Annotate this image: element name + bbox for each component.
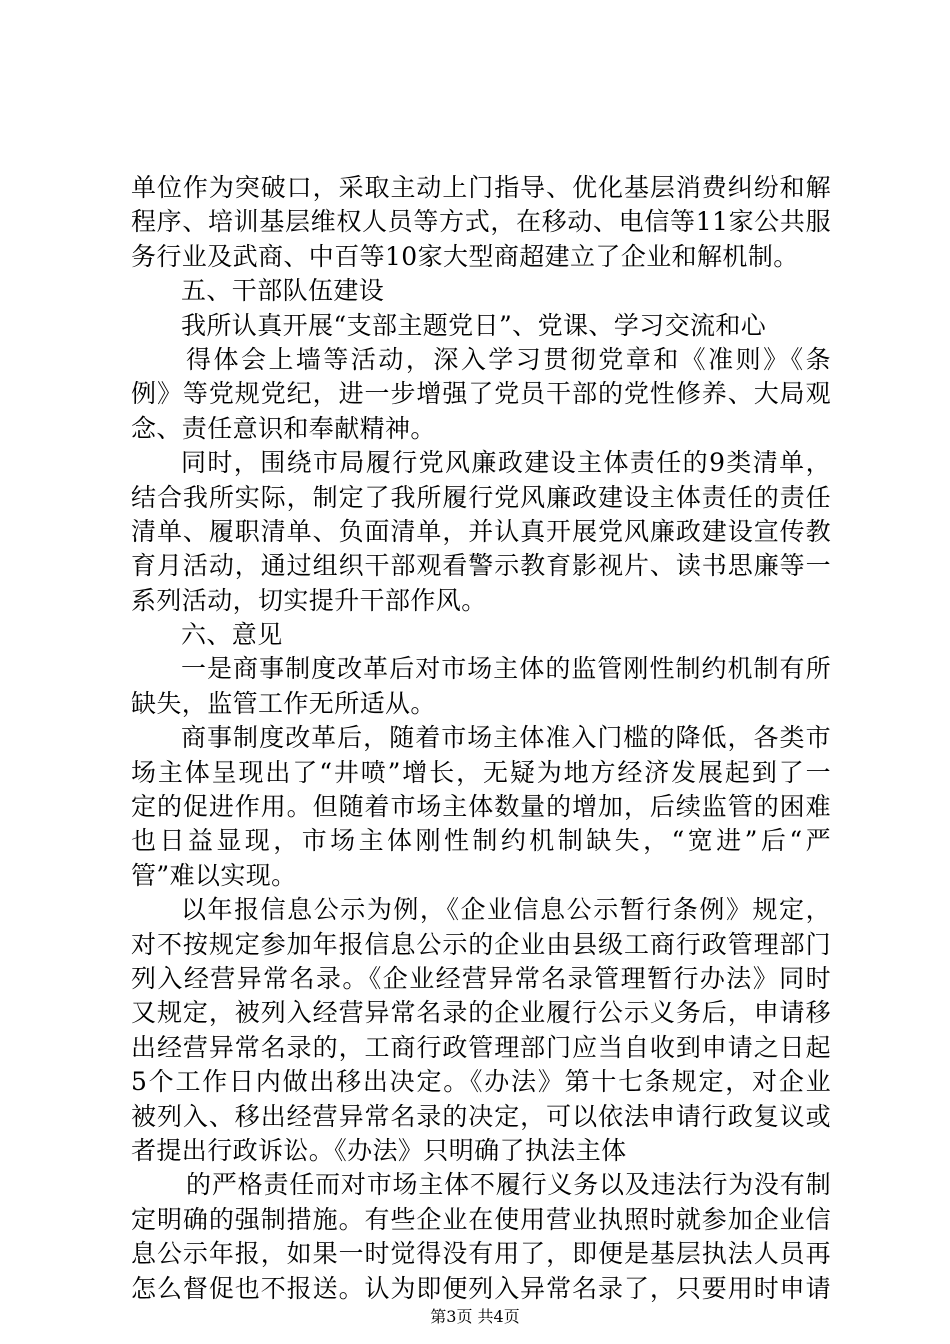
body-line: 一是商事制度改革后对市场主体的监管刚性制约机制有所 (181, 654, 831, 684)
body-line: 系列活动，切实提升干部作风。 (131, 585, 487, 615)
body-line: 列入经营异常名录。《企业经营异常名录管理暂行办法》同时 (131, 963, 831, 993)
body-line: 念、责任意识和奉献精神。 (131, 413, 436, 443)
body-line: 的严格责任而对市场主体不履行义务以及违法行为没有制 (186, 1170, 831, 1200)
body-line: 商事制度改革后，随着市场主体准入门槛的降低，各类市 (181, 723, 831, 753)
body-line: 育月活动，通过组织干部观看警示教育影视片、读书思廉等一 (131, 551, 831, 581)
body-line: 者提出行政诉讼。《办法》只明确了执法主体 (131, 1135, 627, 1165)
body-line: 也日益显现，市场主体刚性制约机制缺失，“宽进”后“严 (131, 826, 831, 856)
body-line: 缺失，监管工作无所适从。 (131, 688, 436, 718)
body-line: 息公示年报，如果一时觉得没有用了，即便是基层执法人员再 (131, 1239, 831, 1269)
body-line: 5个工作日内做出移出决定。《办法》第十七条规定，对企业 (131, 1067, 831, 1097)
body-line: 对不按规定参加年报信息公示的企业由县级工商行政管理部门 (131, 929, 831, 959)
body-line: 程序、培训基层维权人员等方式，在移动、电信等11家公共服 (131, 207, 831, 237)
body-line: 定明确的强制措施。有些企业在使用营业执照时就参加企业信 (131, 1204, 831, 1234)
body-line: 我所认真开展“支部主题党日”、党课、学习交流和心 (181, 310, 767, 340)
body-line: 又规定，被列入经营异常名录的企业履行公示义务后，申请移 (131, 998, 831, 1028)
page-footer: 第3页 共4页 (430, 1307, 520, 1326)
body-line: 出经营异常名录的，工商行政管理部门应当自收到申请之日起 (131, 1032, 831, 1062)
document-body (131, 171, 831, 1306)
body-line: 场主体呈现出了“井喷”增长，无疑为地方经济发展起到了一 (131, 757, 831, 787)
body-line: 单位作为突破口，采取主动上门指导、优化基层消费纠纷和解 (131, 173, 831, 202)
body-line: 被列入、移出经营异常名录的决定，可以依法申请行政复议或 (131, 1101, 831, 1131)
body-line: 以年报信息公示为例，《企业信息公示暂行条例》规定， (181, 895, 831, 925)
body-line: 管”难以实现。 (131, 860, 297, 890)
body-line: 怎么督促也不报送。认为即便列入异常名录了，只要用时申请 (131, 1273, 831, 1303)
body-line: 清单、履职清单、负面清单，并认真开展党风廉政建设宣传教 (131, 516, 831, 546)
section-heading: 五、干部队伍建设 (181, 276, 385, 306)
body-line: 结合我所实际，制定了我所履行党风廉政建设主体责任的责任 (131, 482, 831, 512)
body-line: 得体会上墙等活动，深入学习贯彻党章和《准则》《条 (186, 344, 831, 374)
section-heading: 六、意见 (181, 620, 283, 650)
body-line: 务行业及武商、中百等10家大型商超建立了企业和解机制。 (131, 241, 799, 271)
body-line: 例》等党规党纪，进一步增强了党员干部的党性修养、大局观 (131, 379, 831, 409)
body-line: 同时，围绕市局履行党风廉政建设主体责任的9类清单， (181, 448, 831, 478)
body-line: 定的促进作用。但随着市场主体数量的增加，后续监管的困难 (131, 792, 831, 822)
